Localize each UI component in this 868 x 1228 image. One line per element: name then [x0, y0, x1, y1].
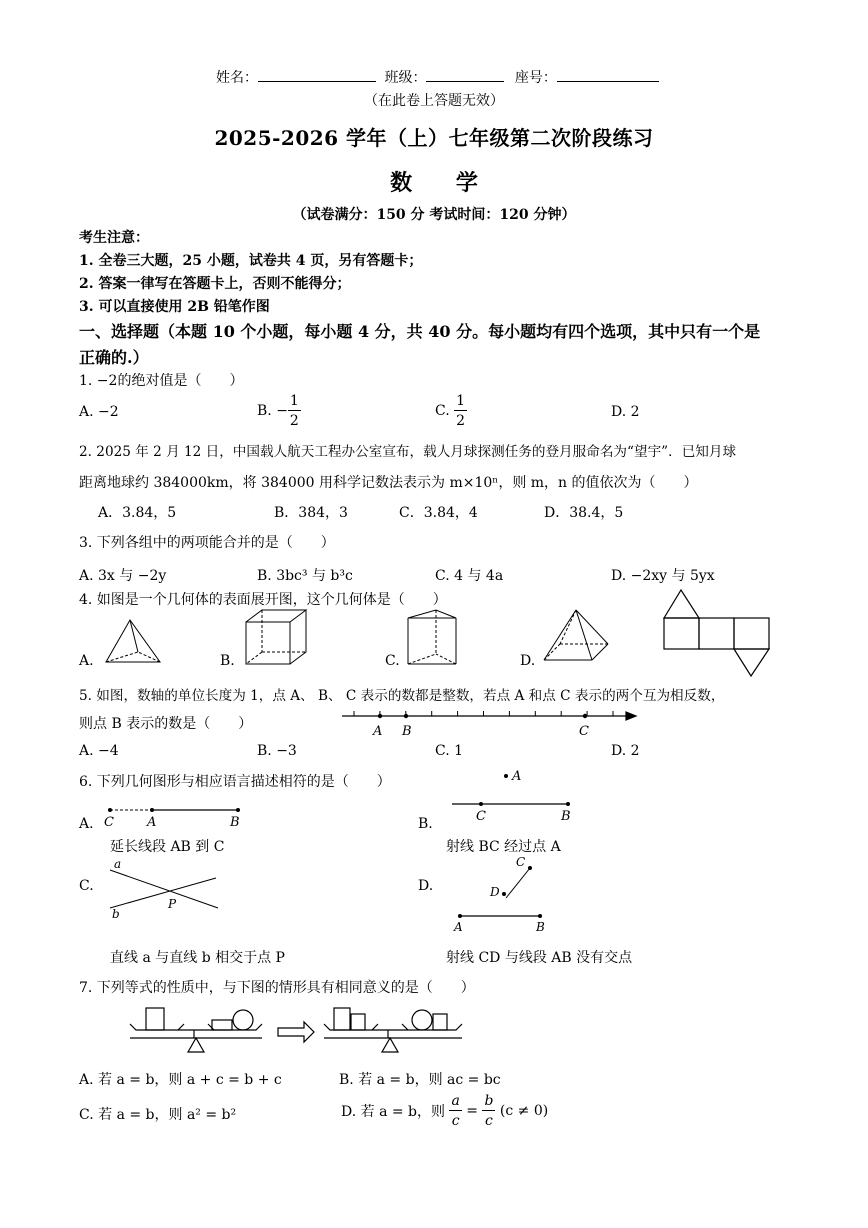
- q7-option-d: D. 若 a = b，则 $\frac{a}{c}$ = $\frac{b}{c}$ (c ≠ 0): [341, 1093, 549, 1129]
- q5-line1: 5. 如图，数轴的单位长度为 1，点 A、 B、 C 表示的数都是整数，若点 A 和点 C 表示的两个互为相反数，: [79, 688, 725, 704]
- q2-option-c: C．3.84，4: [399, 505, 478, 521]
- q5-point-b: [404, 714, 408, 718]
- seat-label: 座号：: [514, 70, 557, 86]
- student-info-line: [216, 67, 659, 87]
- q3-option-c: C. 4 与 4a: [435, 568, 504, 584]
- note-item-2: 2. 答案一律写在答题卡上，否则不能得分；: [79, 276, 351, 292]
- q4-option-b: B.: [220, 653, 235, 669]
- q6-figure-a: [102, 800, 252, 830]
- q7-d-denominator-2: c: [485, 1113, 493, 1129]
- q5-point-c-label: C: [579, 724, 589, 739]
- q5-point-c: [583, 714, 587, 718]
- exam-title: 2025-2026 学年（上）七年级第二次阶段练习: [214, 126, 654, 150]
- q4-triangular-prism-figure: [406, 608, 460, 666]
- q6-caption-d: 射线 CD 与线段 AB 没有交点: [446, 950, 633, 966]
- q2-option-b: B．384，3: [274, 505, 348, 521]
- q4-triangular-pyramid-figure: [104, 618, 164, 666]
- q6d-label-a: A: [454, 920, 463, 934]
- answer-invalid-note: （在此卷上答题无效）: [364, 93, 504, 109]
- subject-title: 数 学: [390, 170, 496, 196]
- class-blank[interactable]: [426, 67, 504, 82]
- q7-option-d-prefix: D. 若 a = b，则: [341, 1104, 446, 1120]
- q4-square-pyramid-figure: [540, 608, 612, 666]
- q2-option-a: A．3.84，5: [98, 505, 177, 521]
- q7-d-numerator-b: b: [484, 1093, 494, 1109]
- q6-figure-b: [448, 768, 578, 826]
- q5-option-d: D. 2: [611, 743, 640, 759]
- q6-option-d: D.: [418, 878, 434, 894]
- class-label: 班级：: [384, 70, 427, 86]
- q3-option-b: B. 3bc³ 与 b³c: [257, 568, 353, 584]
- q5-point-a-label: A: [373, 724, 383, 739]
- q1-option-a: A. −2: [79, 404, 119, 420]
- q1-c-numerator: 1: [456, 393, 466, 409]
- q1-stem: 1. −2的绝对值是（ ）: [79, 373, 244, 389]
- q2-line1: 2. 2025 年 2 月 12 日，中国载人航天工程办公室宣布，载人月球探测任务的登月服命名为“望宇”．已知月球: [79, 444, 737, 460]
- q2-option-d: D．38.4，5: [544, 505, 624, 521]
- q1-option-b: [257, 394, 301, 428]
- section1-heading-line1: 一、选择题（本题 10 个小题，每小题 4 分，共 40 分。每小题均有四个选项，其中只有一个是: [79, 322, 761, 341]
- q6d-label-b: B: [536, 920, 545, 934]
- q7-option-d-suffix: (c ≠ 0): [499, 1103, 549, 1119]
- q1-option-d: D. 2: [611, 404, 640, 420]
- q4-option-c: C.: [385, 653, 400, 669]
- q5-point-a: [378, 714, 382, 718]
- q2-line2: 距离地球约 384000km，将 384000 用科学记数法表示为 m×10ⁿ，则 m，n 的值依次为（ ）: [79, 475, 698, 491]
- q5-option-a: A. −4: [79, 743, 119, 759]
- q1-option-c-prefix: C.: [435, 403, 455, 419]
- q7-balance-figure: [126, 1006, 476, 1060]
- q6-option-c: C.: [79, 878, 94, 894]
- q5-option-c: C. 1: [435, 743, 464, 759]
- q4-option-a: A.: [79, 653, 94, 669]
- q6c-label-p: P: [168, 897, 177, 911]
- q7-stem: 7. 下列等式的性质中，与下图的情形具有相同意义的是（ ）: [79, 980, 475, 996]
- notes-heading: 考生注意：: [79, 230, 149, 246]
- q6d-label-c: C: [516, 855, 526, 869]
- q6-caption-b: 射线 BC 经过点 A: [446, 839, 561, 855]
- q1-b-denominator: 2: [289, 413, 299, 429]
- q7-d-numerator-a: a: [451, 1093, 460, 1109]
- q6c-label-b: b: [112, 907, 120, 921]
- exam-info: （试卷满分：150 分 考试时间：120 分钟）: [292, 207, 576, 223]
- q5-line2: 则点 B 表示的数是（ ）: [79, 716, 253, 732]
- q6b-label-c: C: [476, 809, 486, 824]
- note-item-3: 3. 可以直接使用 2B 铅笔作图: [79, 299, 270, 315]
- q6-caption-c: 直线 a 与直线 b 相交于点 P: [110, 950, 285, 966]
- q3-option-a: A. 3x 与 −2y: [79, 568, 167, 584]
- q5-number-line: [340, 706, 640, 740]
- name-blank[interactable]: [258, 67, 376, 82]
- q6b-label-b: B: [561, 809, 571, 824]
- q3-stem: 3. 下列各组中的两项能合并的是（ ）: [79, 535, 335, 551]
- q1-option-b-prefix: B. −: [257, 403, 288, 419]
- q6-option-b: B.: [418, 816, 433, 832]
- q6a-label-b: B: [230, 815, 240, 830]
- seat-blank[interactable]: [557, 67, 659, 82]
- q1-option-c: [435, 394, 467, 428]
- name-label: 姓名：: [216, 70, 258, 86]
- q1-b-numerator: 1: [289, 393, 299, 409]
- q7-option-a: A. 若 a = b，则 a + c = b + c: [79, 1072, 282, 1088]
- note-item-1: 1. 全卷三大题，25 小题，试卷共 4 页，另有答题卡；: [79, 253, 423, 269]
- q7-option-b: B. 若 a = b，则 ac = bc: [339, 1072, 501, 1088]
- q4-surface-net-figure: [662, 588, 772, 678]
- q3-option-d: D. −2xy 与 5yx: [611, 568, 715, 584]
- q6-stem: 6. 下列几何图形与相应语言描述相符的是（ ）: [79, 774, 391, 790]
- q6-figure-c: [104, 856, 224, 922]
- q7-d-denominator-1: c: [451, 1113, 460, 1129]
- q4-option-d: D.: [520, 653, 536, 669]
- q6a-label-a: A: [147, 815, 157, 830]
- q5-option-b: B. −3: [257, 743, 297, 759]
- q4-cube-figure: [244, 608, 310, 666]
- q5-point-b-label: B: [402, 724, 412, 739]
- q6a-label-c: C: [104, 815, 114, 830]
- q1-c-denominator: 2: [456, 413, 466, 429]
- q6-option-a: A.: [79, 816, 94, 832]
- q6-figure-d: [448, 854, 558, 934]
- q6b-label-a: A: [512, 769, 522, 784]
- section1-heading-line2: 正确的.）: [79, 348, 149, 367]
- q6d-label-d: D: [490, 885, 500, 899]
- q4-stem: 4. 如图是一个几何体的表面展开图，这个几何体是（ ）: [79, 592, 447, 608]
- q7-option-c: C. 若 a = b，则 a² = b²: [79, 1107, 237, 1123]
- q6c-label-a: a: [114, 857, 122, 871]
- q6-caption-a: 延长线段 AB 到 C: [110, 839, 225, 855]
